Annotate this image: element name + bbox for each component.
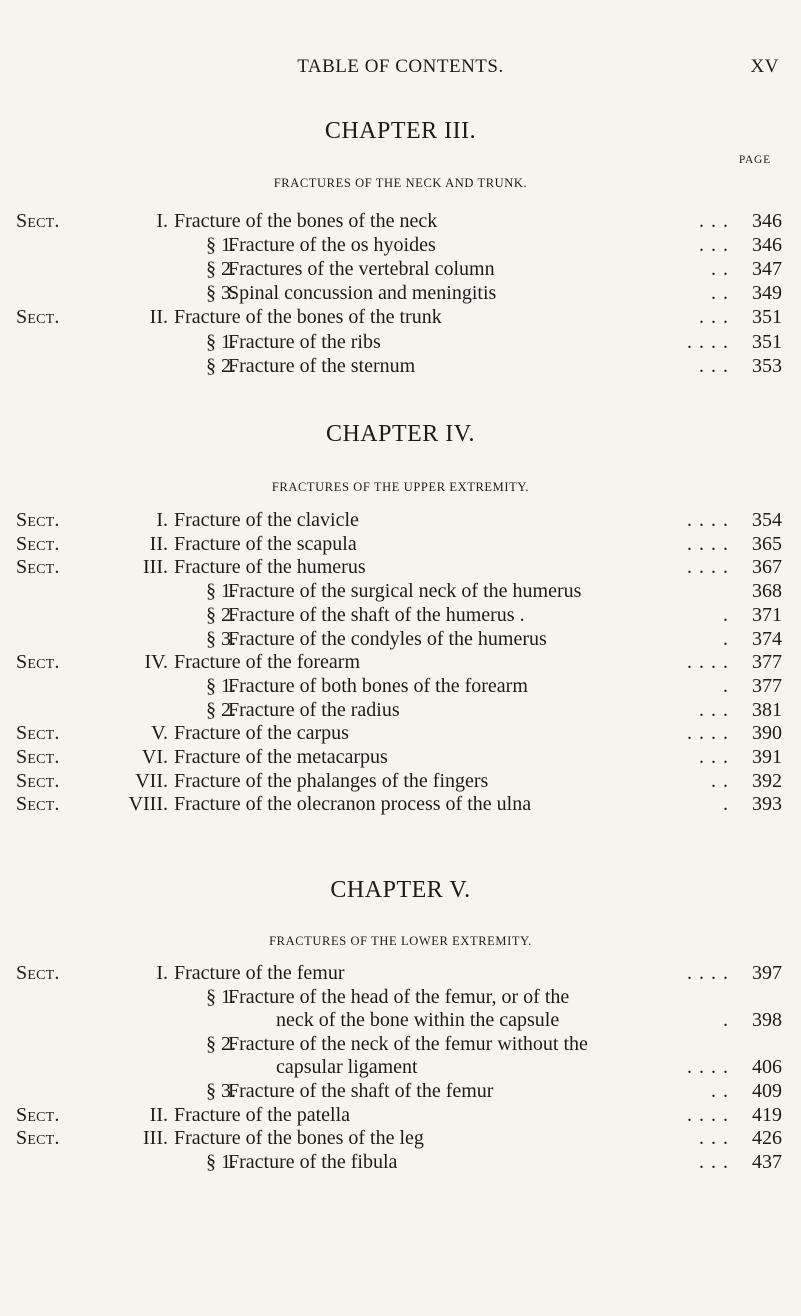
- toc-entry[interactable]: [0, 304, 801, 331]
- dot-leaders: . .: [711, 769, 729, 792]
- section-label: Sect.: [16, 1127, 60, 1150]
- subsection-number: § 3.: [206, 1080, 236, 1102]
- page-reference: 349: [752, 282, 782, 305]
- section-numeral: II.: [149, 306, 168, 329]
- entry-title: Fracture of the clavicle: [174, 509, 359, 531]
- dot-leaders: . . . .: [687, 1056, 729, 1079]
- page-reference: 367: [752, 556, 782, 579]
- section-numeral: V.: [151, 722, 168, 745]
- section-numeral: VI.: [141, 746, 168, 768]
- entry-title: Fracture of the neck of the femur without the: [228, 1032, 588, 1055]
- chapter-heading: CHAPTER IV.: [325, 421, 476, 447]
- subsection-number: § 3.: [206, 627, 236, 650]
- dot-leaders: . . .: [699, 234, 729, 257]
- section-label: Sect.: [16, 962, 60, 984]
- dot-leaders: .: [723, 1009, 729, 1032]
- page-reference: 374: [752, 627, 782, 650]
- section-numeral: I.: [156, 962, 168, 984]
- section-numeral: III.: [143, 556, 168, 579]
- page-reference: 346: [752, 234, 782, 257]
- section-label: Sect.: [16, 722, 60, 745]
- subsection-number: § 2.: [206, 603, 236, 626]
- toc-entry[interactable]: [0, 353, 801, 380]
- page-reference: 353: [752, 354, 782, 377]
- section-numeral: II.: [149, 532, 168, 555]
- subsection-number: § 3.: [206, 282, 236, 305]
- entry-title: Fracture of both bones of the forearm: [228, 674, 528, 697]
- page-column-label: PAGE: [738, 154, 771, 166]
- chapter-subtitle: FRACTURES OF THE NECK AND TRUNK.: [273, 176, 528, 190]
- page-reference: 397: [752, 962, 782, 984]
- subsection-number: § 2.: [206, 354, 236, 377]
- page-reference: 437: [752, 1150, 782, 1173]
- section-numeral: VII.: [135, 769, 168, 792]
- page-reference: 351: [752, 306, 782, 329]
- entry-title: Fracture of the bones of the trunk: [174, 306, 442, 329]
- entry-title: Fracture of the carpus: [174, 722, 349, 745]
- entry-title: Fracture of the sternum: [228, 354, 416, 377]
- subsection-number: § 1.: [206, 234, 236, 257]
- section-label: Sect.: [16, 1103, 60, 1126]
- entry-title: Fracture of the fibula: [228, 1150, 398, 1173]
- entry-title: Fracture of the humerus: [174, 556, 366, 579]
- subsection-number: § 1.: [206, 580, 236, 603]
- chapter-heading: CHAPTER III.: [324, 118, 477, 144]
- toc-entry[interactable]: [0, 256, 801, 283]
- entry-title: Fracture of the shaft of the humerus .: [228, 603, 525, 626]
- page-reference: 346: [752, 210, 782, 232]
- entry-title: Fracture of the forearm: [174, 651, 361, 674]
- dot-leaders: .: [723, 793, 729, 816]
- section-numeral: IV.: [144, 651, 168, 674]
- dot-leaders: . . .: [699, 746, 729, 768]
- entry-title: Fracture of the shaft of the femur: [228, 1080, 494, 1102]
- dot-leaders: . .: [711, 282, 729, 305]
- page-reference: 371: [752, 603, 782, 626]
- section-numeral: I.: [156, 509, 168, 531]
- page-reference: 390: [752, 722, 782, 745]
- entry-title: Spinal concussion and meningitis: [228, 282, 497, 305]
- page-reference: 351: [752, 330, 782, 353]
- entry-title: Fracture of the bones of the neck: [174, 210, 438, 232]
- dot-leaders: . . . .: [687, 556, 729, 579]
- section-label: Sect.: [16, 556, 60, 579]
- dot-leaders: . . .: [699, 1150, 729, 1173]
- page-reference: 398: [752, 1009, 782, 1032]
- subsection-number: § 2.: [206, 698, 236, 721]
- dot-leaders: . .: [711, 258, 729, 281]
- subsection-number: § 1.: [206, 674, 236, 697]
- entry-title: Fracture of the phalanges of the fingers: [174, 769, 489, 792]
- page-reference: 354: [752, 509, 782, 531]
- dot-leaders: . . . .: [687, 962, 729, 984]
- dot-leaders: .: [723, 627, 729, 650]
- section-label: Sect.: [16, 793, 60, 816]
- toc-entry[interactable]: [0, 1149, 801, 1176]
- entry-title: Fracture of the olecranon process of the ulna: [174, 793, 532, 816]
- dot-leaders: .: [723, 674, 729, 697]
- dot-leaders: . . .: [699, 354, 729, 377]
- entry-title: Fracture of the femur: [174, 962, 345, 984]
- toc-entry[interactable]: [0, 232, 801, 259]
- entry-title: Fracture of the os hyoides: [228, 234, 436, 257]
- toc-entry[interactable]: [0, 329, 801, 356]
- page-reference: 365: [752, 532, 782, 555]
- entry-title: capsular ligament: [276, 1056, 418, 1079]
- dot-leaders: . . . .: [687, 651, 729, 674]
- subsection-number: § 1.: [206, 1150, 236, 1173]
- section-label: Sect.: [16, 509, 60, 531]
- toc-entry[interactable]: [0, 280, 801, 307]
- subsection-number: § 1.: [206, 330, 236, 353]
- dot-leaders: . . .: [699, 306, 729, 329]
- dot-leaders: . . . .: [687, 532, 729, 555]
- dot-leaders: . . . .: [687, 509, 729, 531]
- dot-leaders: . . .: [699, 210, 729, 232]
- section-label: Sect.: [16, 306, 60, 329]
- dot-leaders: . . . .: [687, 722, 729, 745]
- entry-title: Fracture of the surgical neck of the humerus: [228, 580, 582, 603]
- page-reference: 426: [752, 1127, 782, 1150]
- section-numeral: I.: [156, 210, 168, 232]
- toc-entry[interactable]: [0, 791, 801, 818]
- section-numeral: III.: [143, 1127, 168, 1150]
- section-label: Sect.: [16, 210, 60, 232]
- page-reference: 377: [752, 674, 782, 697]
- subsection-number: § 1.: [206, 985, 236, 1008]
- page-reference: 419: [752, 1103, 782, 1126]
- running-title: TABLE OF CONTENTS.: [297, 56, 504, 77]
- page-reference: 347: [752, 258, 782, 281]
- dot-leaders: . . . .: [687, 330, 729, 353]
- section-label: Sect.: [16, 746, 60, 768]
- chapter-heading: CHAPTER V.: [330, 877, 471, 903]
- entry-title: Fracture of the scapula: [174, 532, 357, 555]
- page-reference: 393: [752, 793, 782, 816]
- entry-title: Fracture of the metacarpus: [174, 746, 388, 768]
- entry-title: neck of the bone within the capsule: [276, 1009, 560, 1032]
- entry-title: Fracture of the radius: [228, 698, 400, 721]
- entry-title: Fracture of the condyles of the humerus: [228, 627, 547, 650]
- dot-leaders: . . .: [699, 698, 729, 721]
- dot-leaders: . . . .: [687, 1103, 729, 1126]
- section-numeral: II.: [149, 1103, 168, 1126]
- chapter-subtitle: FRACTURES OF THE UPPER EXTREMITY.: [271, 480, 530, 494]
- page-reference: 377: [752, 651, 782, 674]
- entry-title: Fracture of the ribs: [228, 330, 381, 353]
- entry-title: Fracture of the patella: [174, 1103, 351, 1126]
- subsection-number: § 2.: [206, 258, 236, 281]
- page-reference: 406: [752, 1056, 782, 1079]
- entry-title: Fracture of the head of the femur, or of the: [228, 985, 570, 1008]
- chapter-subtitle: FRACTURES OF THE LOWER EXTREMITY.: [269, 934, 532, 948]
- section-label: Sect.: [16, 532, 60, 555]
- page-reference: 392: [752, 769, 782, 792]
- entry-title: Fractures of the vertebral column: [228, 258, 495, 281]
- dot-leaders: . . .: [699, 1127, 729, 1150]
- section-numeral: VIII.: [128, 793, 168, 816]
- running-head: [0, 56, 801, 84]
- dot-leaders: .: [723, 603, 729, 626]
- entry-title: Fracture of the bones of the leg: [174, 1127, 424, 1150]
- page-reference: 368: [752, 580, 782, 603]
- subsection-number: § 2.: [206, 1032, 236, 1055]
- section-label: Sect.: [16, 769, 60, 792]
- page-reference: 409: [752, 1080, 782, 1102]
- page-number: XV: [750, 56, 779, 77]
- section-label: Sect.: [16, 651, 60, 674]
- dot-leaders: . .: [711, 1080, 729, 1102]
- toc-entry[interactable]: [0, 208, 801, 235]
- page-reference: 381: [752, 698, 782, 721]
- page-reference: 391: [752, 746, 782, 768]
